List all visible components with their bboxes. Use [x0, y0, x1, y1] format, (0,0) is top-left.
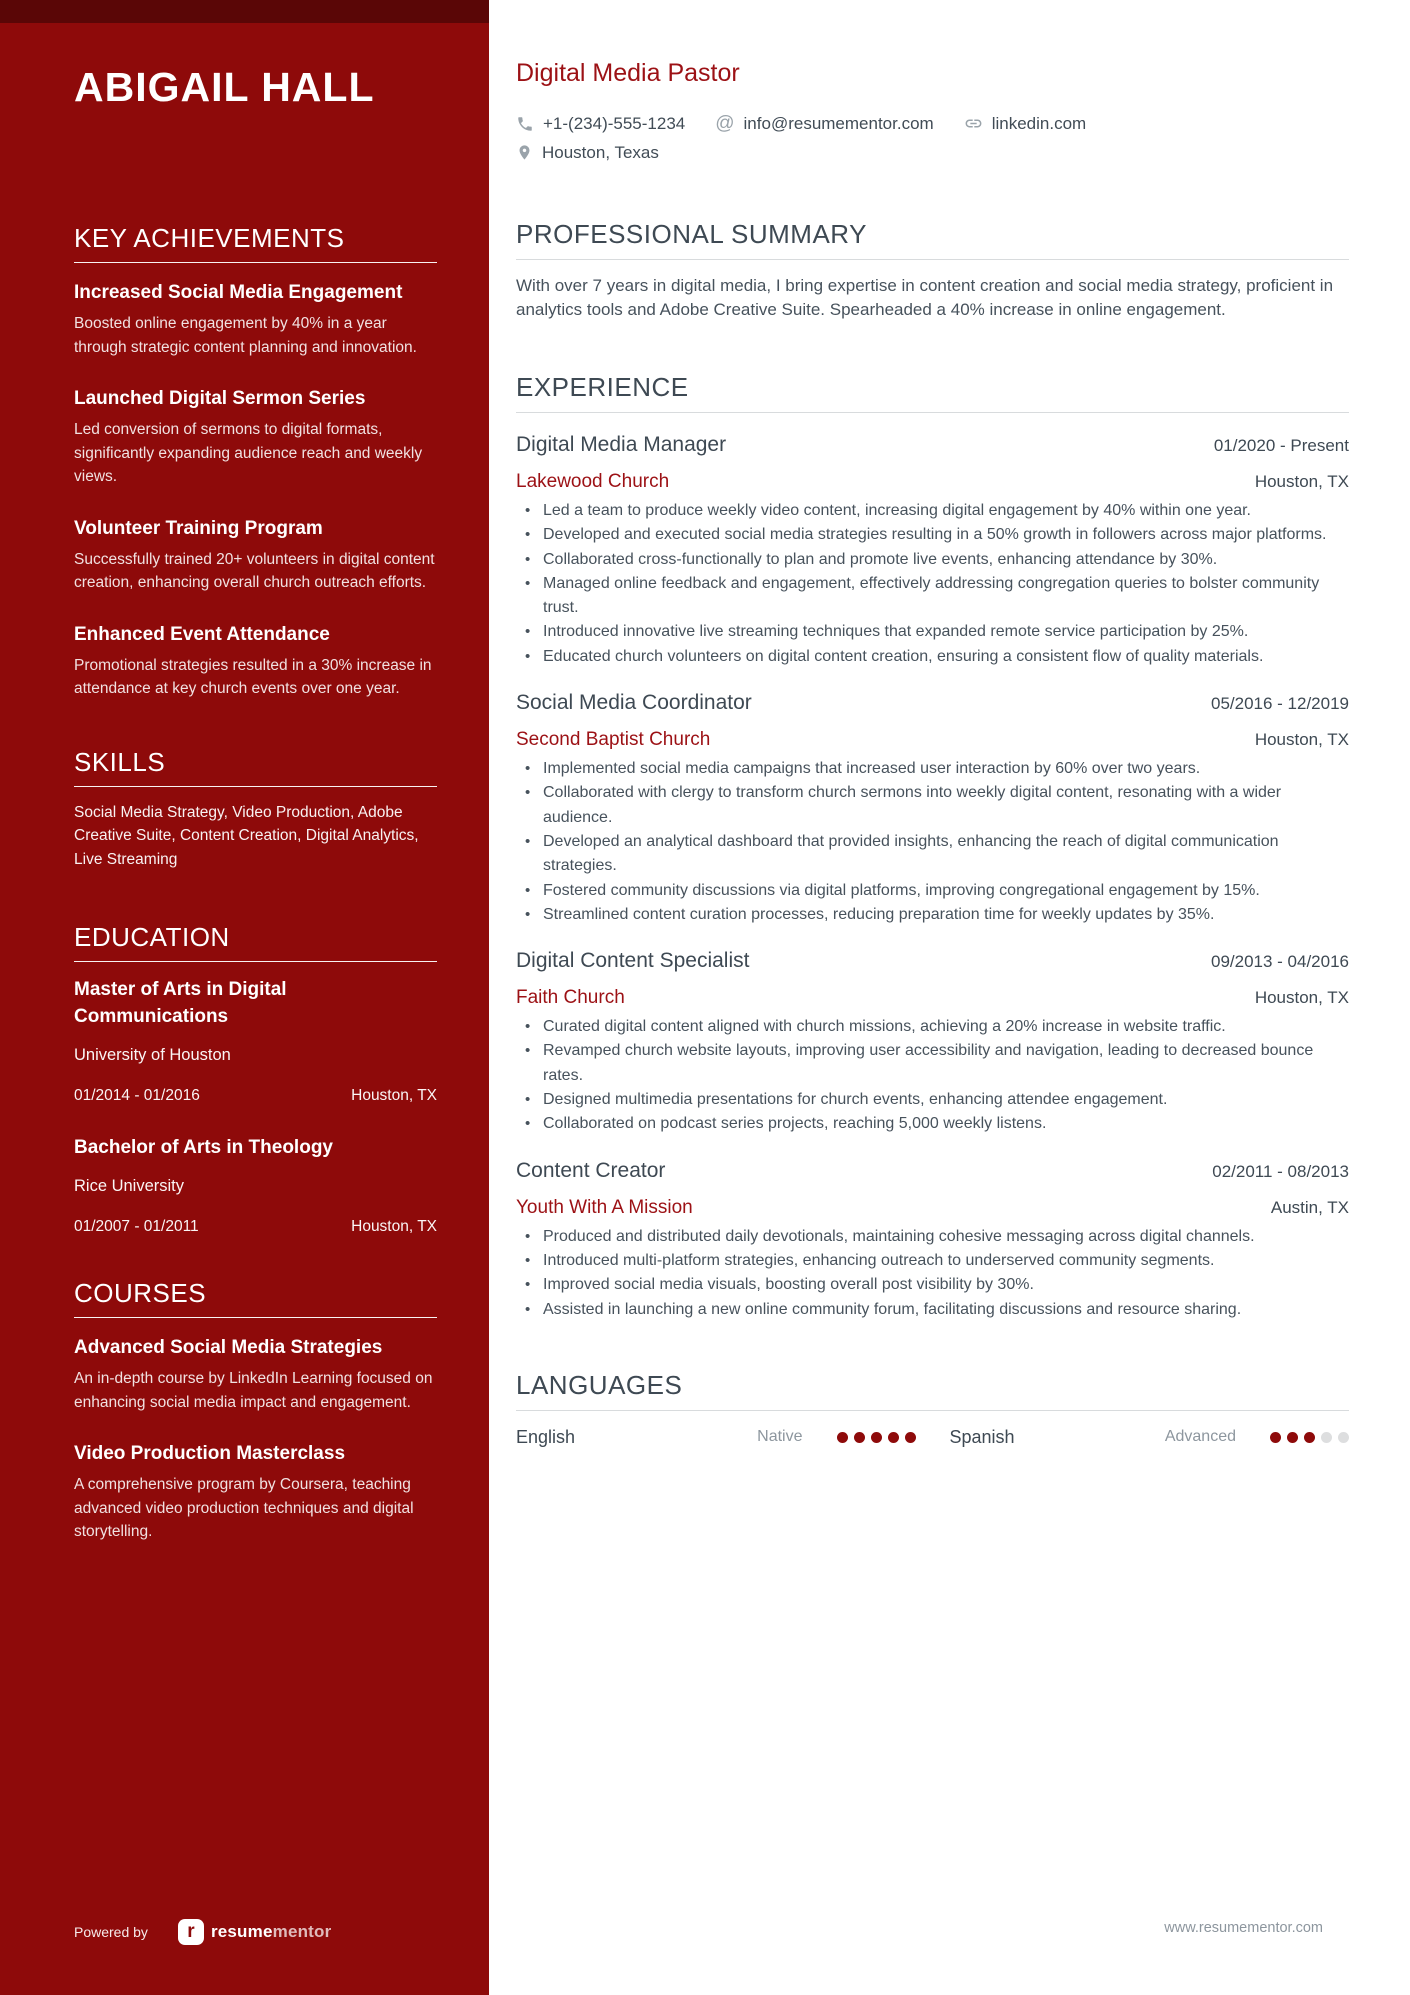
job-bullets — [516, 499, 1349, 669]
contact-row-2 — [516, 140, 1349, 165]
achievement-item — [74, 385, 437, 489]
experience-heading: EXPERIENCE — [516, 372, 689, 402]
bullet-item: • Collaborated on podcast series projects, reaching 5,000 weekly listens. — [516, 1112, 1349, 1136]
dot-filled — [1304, 1432, 1315, 1443]
bullet-item: • Introduced innovative live streaming techniques that expanded remote service participation by 25%. — [516, 620, 1349, 644]
dot-filled — [871, 1432, 882, 1443]
school-name: Rice University — [74, 1177, 185, 1195]
language-row — [516, 1427, 916, 1448]
experience-section — [516, 370, 1349, 1322]
courses-section — [74, 1277, 437, 1544]
bullet-item: • Collaborated cross-functionally to plan and promote live events, enhancing attendance by 30%. — [516, 548, 1349, 572]
sidebar-footer — [74, 1919, 449, 1945]
dot-filled — [905, 1432, 916, 1443]
divider — [74, 262, 437, 263]
bullet-item: • Led a team to produce weekly video content, increasing digital engagement by 40% within one year. — [516, 499, 1349, 523]
job-title-header: Digital Media Pastor — [516, 59, 740, 87]
job-location: Houston, TX — [1254, 730, 1349, 750]
key-achievements-heading: KEY ACHIEVEMENTS — [74, 223, 345, 253]
job-entry — [516, 947, 1349, 1136]
achievement-title: Launched Digital Sermon Series — [74, 388, 366, 409]
dot-filled — [1270, 1432, 1281, 1443]
course-item — [74, 1334, 437, 1414]
resumementor-logo[interactable] — [178, 1919, 332, 1945]
job-bullets — [516, 1225, 1349, 1322]
achievement-item — [74, 279, 437, 359]
divider — [516, 259, 1349, 260]
bullet-item: • Managed online feedback and engagement, effectively addressing congregation queries to bolster community trust. — [516, 572, 1349, 621]
achievement-description: Promotional strategies resulted in a 30% increase in attendance at key church events over one year. — [74, 656, 432, 697]
job-dates: 02/2011 - 08/2013 — [1212, 1161, 1349, 1181]
achievement-title: Enhanced Event Attendance — [74, 623, 330, 645]
location-contact — [516, 140, 659, 165]
divider — [74, 786, 437, 787]
dot-empty — [1321, 1432, 1332, 1443]
education-item — [74, 976, 437, 1106]
degree-title: Master of Arts in Digital Communications — [74, 979, 287, 1027]
achievement-description: Led conversion of sermons to digital formats, significantly expanding audience reach and weekly views. — [74, 421, 423, 485]
degree-title: Bachelor of Arts in Theology — [74, 1137, 333, 1158]
bullet-item: • Revamped church website layouts, improving user accessibility and navigation, leading to decreased bounce rates. — [516, 1039, 1349, 1088]
job-dates: 05/2016 - 12/2019 — [1210, 694, 1349, 714]
job-dates: 01/2020 - Present — [1213, 436, 1349, 455]
education-dates: 01/2007 - 01/2011 — [74, 1218, 199, 1235]
resumementor-wordmark — [211, 1922, 332, 1942]
phone-number: +1-(234)-555-1234 — [543, 114, 686, 133]
bullet-item: • Collaborated with clergy to transform church sermons into weekly digital content, resonating with a wider audience. — [516, 781, 1349, 830]
language-name: English — [516, 1426, 576, 1447]
divider — [516, 1410, 1349, 1411]
wordmark-resume: resume — [210, 1922, 273, 1941]
location-pin-icon — [516, 144, 533, 161]
job-company: Second Baptist Church — [516, 729, 711, 751]
achievement-title: Volunteer Training Program — [74, 517, 323, 539]
job-entry — [516, 689, 1349, 927]
bullet-item: • Streamlined content curation processes, reducing preparation time for weekly updates by 35%. — [516, 903, 1349, 927]
course-title: Video Production Masterclass — [74, 1443, 346, 1464]
job-bullets — [516, 757, 1349, 927]
sidebar-top-band — [0, 0, 489, 23]
language-level: Advanced — [1164, 1428, 1236, 1446]
job-company: Youth With A Mission — [516, 1196, 693, 1218]
education-location: Houston, TX — [351, 1087, 437, 1104]
education-dates: 01/2014 - 01/2016 — [74, 1087, 200, 1104]
bullet-item: • Educated church volunteers on digital content creation, ensuring a consistent flow of quality materials. — [516, 645, 1349, 669]
contact-row-1 — [516, 111, 1349, 136]
dot-filled — [854, 1432, 865, 1443]
bullet-item: • Developed and executed social media strategies resulting in a 50% growth in followers across major platforms. — [516, 523, 1349, 547]
linkedin-url[interactable]: linkedin.com — [991, 114, 1087, 133]
course-description: A comprehensive program by Coursera, teaching advanced video production techniques and digital storytelling. — [74, 1476, 414, 1540]
location-text: Houston, Texas — [542, 143, 659, 162]
phone-icon — [516, 115, 534, 133]
divider — [74, 1317, 437, 1318]
education-item — [74, 1134, 437, 1237]
dot-filled — [1287, 1432, 1298, 1443]
achievement-item — [74, 621, 437, 701]
summary-text: With over 7 years in digital media, I bring expertise in content creation and social media strategy, proficient in analytics tools and Adobe Creative Suite. Spearheaded a 40% increase in online engagement. — [516, 276, 1334, 319]
skills-list: Social Media Strategy, Video Production, Adobe Creative Suite, Content Creation, Digital Analytics, Live Streaming — [74, 803, 419, 868]
bullet-item: • Developed an analytical dashboard that provided insights, enhancing the reach of digital communication strategies. — [516, 830, 1349, 879]
phone-contact — [516, 111, 685, 136]
job-dates: 09/2013 - 04/2016 — [1210, 952, 1349, 972]
dot-filled — [837, 1432, 848, 1443]
language-level: Native — [757, 1428, 803, 1446]
job-entry — [516, 431, 1349, 669]
achievement-item — [74, 515, 437, 595]
job-company: Faith Church — [516, 987, 625, 1009]
resume-header — [516, 57, 1349, 165]
resumementor-logo-icon: r — [178, 1919, 204, 1945]
dot-filled — [888, 1432, 899, 1443]
achievement-description: Boosted online engagement by 40% in a year through strategic content planning and innovation. — [74, 315, 417, 356]
job-location: Houston, TX — [1254, 988, 1349, 1008]
education-heading: EDUCATION — [74, 922, 230, 952]
divider — [74, 961, 437, 962]
main-content — [489, 57, 1410, 1448]
website-url[interactable]: www.resumementor.com — [1164, 1920, 1323, 1936]
email-contact[interactable] — [715, 111, 933, 136]
bullet-item: • Fostered community discussions via digital platforms, improving congregational engagement by 15%. — [516, 879, 1349, 903]
key-achievements-section — [74, 222, 437, 701]
education-location: Houston, TX — [351, 1218, 437, 1235]
link-icon — [964, 114, 983, 133]
sidebar — [0, 0, 489, 1995]
bullet-item: • Implemented social media campaigns that increased user interaction by 60% over two years. — [516, 757, 1349, 781]
job-bullets — [516, 1015, 1349, 1136]
languages-section — [516, 1368, 1349, 1448]
proficiency-dots — [831, 1432, 916, 1443]
summary-heading: PROFESSIONAL SUMMARY — [516, 219, 867, 249]
bullet-item: • Produced and distributed daily devotionals, maintaining cohesive messaging across digital channels. — [516, 1225, 1349, 1249]
job-location: Austin, TX — [1270, 1197, 1349, 1217]
language-name: Spanish — [949, 1426, 1015, 1447]
bullet-item: • Introduced multi-platform strategies, enhancing outreach to underserved community segments. — [516, 1249, 1349, 1273]
divider — [516, 412, 1349, 413]
wordmark-mentor: mentor — [272, 1922, 332, 1941]
job-company: Lakewood Church — [516, 471, 670, 492]
linkedin-contact[interactable] — [964, 111, 1087, 136]
course-title: Advanced Social Media Strategies — [74, 1337, 383, 1358]
proficiency-dots — [1264, 1432, 1349, 1443]
course-description: An in-depth course by LinkedIn Learning focused on enhancing social media impact and engagement. — [74, 1370, 433, 1411]
courses-heading: COURSES — [74, 1278, 207, 1308]
bullet-item: • Improved social media visuals, boosting overall post visibility by 30%. — [516, 1273, 1349, 1297]
education-section — [74, 921, 437, 1237]
achievement-description: Successfully trained 20+ volunteers in digital content creation, enhancing overall church outreach efforts. — [74, 550, 435, 591]
professional-summary-section — [516, 217, 1349, 322]
skills-heading: SKILLS — [74, 746, 166, 777]
dot-empty — [1338, 1432, 1349, 1443]
powered-by-label: Powered by — [74, 1924, 148, 1940]
job-title: Digital Content Specialist — [516, 949, 750, 973]
bullet-item: • Curated digital content aligned with church missions, achieving a 20% increase in website traffic. — [516, 1015, 1349, 1039]
person-name: ABIGAIL HALL — [74, 64, 375, 110]
job-location: Houston, TX — [1254, 472, 1349, 491]
skills-section — [74, 746, 437, 872]
language-row — [950, 1427, 1350, 1448]
job-title: Digital Media Manager — [516, 433, 727, 456]
bullet-item: • Assisted in launching a new online community forum, facilitating discussions and resource sharing. — [516, 1298, 1349, 1322]
bullet-item: • Designed multimedia presentations for church events, enhancing attendee engagement. — [516, 1088, 1349, 1112]
achievement-title: Increased Social Media Engagement — [74, 282, 403, 303]
at-icon: @ — [715, 113, 735, 134]
job-title: Content Creator — [516, 1158, 666, 1182]
school-name: University of Houston — [74, 1046, 231, 1064]
job-title: Social Media Coordinator — [516, 691, 752, 715]
languages-heading: LANGUAGES — [516, 1369, 683, 1400]
course-item — [74, 1440, 437, 1544]
job-entry — [516, 1157, 1349, 1322]
email-address[interactable]: info@resumementor.com — [743, 114, 934, 133]
